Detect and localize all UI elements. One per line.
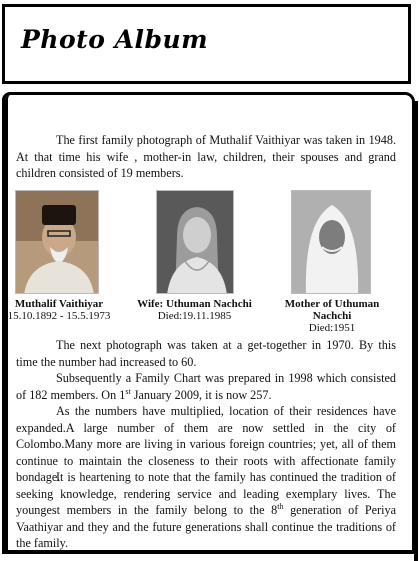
- photo-caption-1: [4, 298, 114, 322]
- ordinal-suffix: st: [125, 386, 131, 396]
- paragraph-5-text: It is heartening to note that the family has continued the tradition of seeking knowledge, rendering service and leading exemplary lives. The youngest members in the family belong to the 8: [16, 470, 396, 517]
- portrait-image: [16, 191, 99, 294]
- ordinal-suffix: th: [277, 501, 284, 511]
- paragraph-3-text-end: January 2009, it is now 257.: [130, 387, 272, 402]
- photo-uthuman-nachchi: [156, 190, 234, 294]
- paragraph-5-text-end: generation of Periya Vaathiyar and they and the future generations shall continue the traditions of the family.: [16, 503, 396, 550]
- portrait-image: [292, 191, 371, 294]
- photo-dates: Died:1951: [308, 322, 356, 334]
- header-box: [2, 4, 411, 84]
- photo-name: Wife: Uthuman Nachchi: [137, 298, 252, 310]
- photo-mother-of-uthuman-nachchi: [291, 190, 371, 294]
- photo-caption-3: [265, 298, 399, 334]
- paragraph-5: [16, 469, 396, 552]
- portrait-image: [157, 191, 234, 294]
- photo-dates: 15.10.1892 - 15.5.1973: [7, 310, 111, 322]
- paragraph-2: The next photograph was taken at a get-together in 1970. By this time the number had increased to 60.: [16, 338, 396, 369]
- photo-muthalif-vaithiyar: [15, 190, 99, 294]
- paragraph-3-text: Subsequently a Family Chart was prepared in 1998 which consisted of 182 members. On 1: [16, 371, 396, 402]
- paragraph-3: [16, 370, 396, 403]
- intro-paragraph: The first family photograph of Muthalif Vaithiyar was taken in 1948. At that time his wife , mother-in law, children, their spouses and grand children consisted of 19 members.: [16, 133, 396, 180]
- paragraph-4: As the numbers have multiplied, location of their residences have expanded.A large number of them are now settled in the city of Colombo.Many more are living in various foreign countries; yet, all of them continue to maintain the closeness to their roots with affectionate family bondage.: [16, 404, 396, 484]
- photo-caption-2: [132, 298, 257, 322]
- page-title: Photo Album: [21, 25, 209, 54]
- photo-name: Muthalif Vaithiyar: [14, 298, 104, 310]
- photo-name: Mother of Uthuman Nachchi: [284, 298, 380, 322]
- photo-dates: Died:19.11.1985: [157, 310, 232, 322]
